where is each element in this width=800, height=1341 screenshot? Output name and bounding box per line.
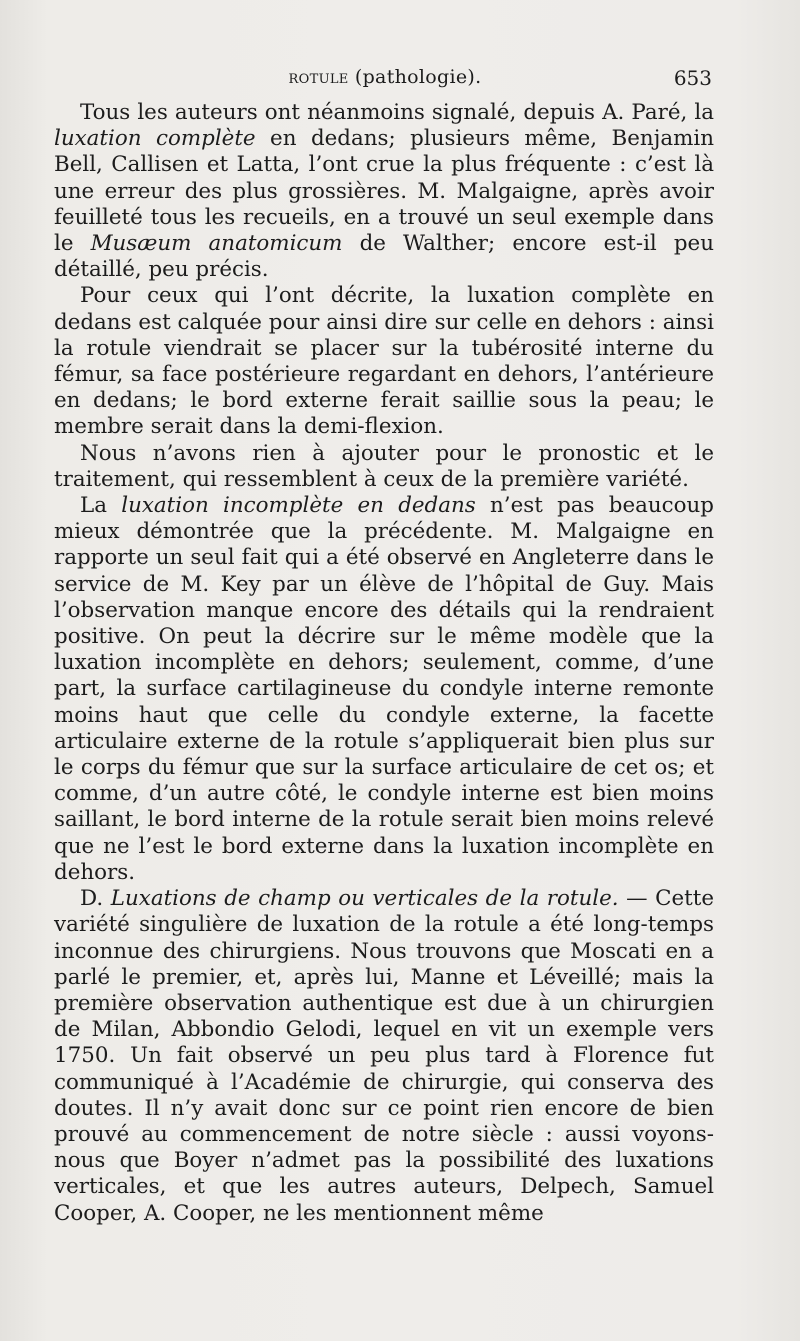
text-segment: — Cette variété singulière de luxation de la rotule a été long-temps inconnue des chirurgiens. Nous trouvons que Moscati en a parlé le premier, et, après lui, Manne et Léveillé; mais la première observation authentique est due à un chirurgien de Milan, Abbondio Gelodi, lequel en vit un exemple vers 1750. Un fait observé un peu plus tard à Florence fut communiqué à l’Académie de chirurgie, qui conserva des doutes. Il n’y avait donc sur ce point rien encore de bien prouvé au commencement de notre siècle : aussi voyons-nous que Boyer n’admet pas la possibilité des luxations verticales, et que les autres auteurs, Delpech, Samuel Cooper, A. Cooper, ne les mentionnent même bbox=[54, 886, 714, 1226]
page-number: 653 bbox=[673, 66, 712, 90]
text-segment: Nous n’avons rien à ajouter pour le pronostic et le traitement, qui ressemblent à ceux de la première variété. bbox=[54, 440, 714, 492]
paragraph bbox=[54, 100, 714, 283]
text-segment: D. bbox=[80, 886, 111, 912]
italic-text: Luxations de champ ou verticales de la rotule. bbox=[110, 886, 619, 912]
text-segment: en dedans; plusieurs même, Benjamin Bell, Callisen et Latta, l’ont crue la plus fréquente : c’est là une erreur des plus grossières. M. Malgaigne, après avoir feuilleté tous les recueils, en a trouvé un seul exemple dans le bbox=[54, 126, 714, 257]
text-segment: n’est pas beaucoup mieux démontrée que la précédente. M. Malgaigne en rapporte un seul fait qui a été observé en Angleterre dans le service de M. Key par un élève de l’hôpital de Guy. Mais l’observation manque encore des détails qui la rendraient positive. On peut la décrire sur le même modèle que la luxation incomplète en dehors; seulement, comme, d’une part, la surface cartilagineuse du condyle interne remonte moins haut que celle du condyle externe, la facette articulaire externe de la rotule s’appliquerait bien plus sur le corps du fémur que sur la surface articulaire de cet os; et comme, d’un autre côté, le condyle interne est bien moins saillant, le bord interne de la rotule serait bien moins relevé que ne l’est le bord externe dans la luxation incomplète en dehors. bbox=[54, 493, 715, 885]
italic-text: luxation incomplète en dedans bbox=[121, 493, 476, 519]
text-segment: de Walther; encore est-il peu détaillé, peu précis. bbox=[54, 231, 714, 283]
paragraph bbox=[54, 441, 714, 493]
running-head-title: rotule bbox=[288, 66, 349, 88]
text-segment: Tous les auteurs ont néanmoins signalé, depuis A. Paré, la bbox=[80, 100, 714, 125]
running-head bbox=[54, 66, 716, 88]
paragraph bbox=[54, 493, 714, 886]
body-text bbox=[54, 100, 714, 1227]
paragraph bbox=[54, 886, 714, 1227]
text-segment: Pour ceux qui l’ont décrite, la luxation complète en dedans est calquée pour ainsi dire sur celle en dehors : ainsi la rotule viendrait se placer sur la tubérosité interne du fémur, sa face postérieure regardant en dehors, l’antérieure en dedans; le bord externe ferait saillie sous la peau; le membre serait dans la demi-flexion. bbox=[54, 283, 714, 440]
page-header bbox=[54, 66, 716, 96]
running-head-subtitle: (pathologie). bbox=[348, 66, 482, 88]
text-segment: La bbox=[80, 493, 122, 519]
italic-text: luxation complète bbox=[54, 126, 256, 152]
italic-text: Musæum anatomicum bbox=[90, 231, 343, 257]
paragraph bbox=[54, 283, 714, 440]
